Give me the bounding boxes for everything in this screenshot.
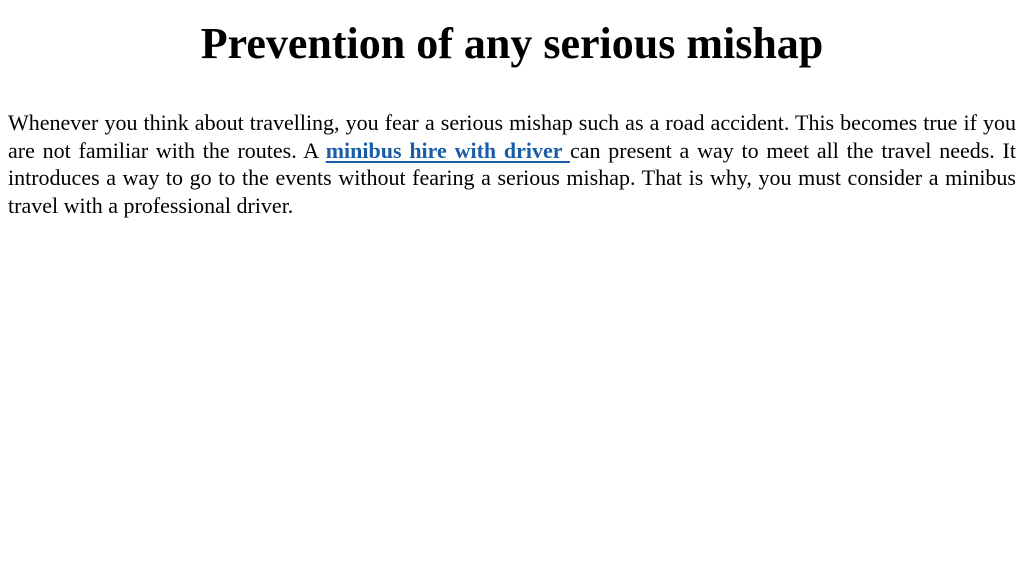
minibus-hire-link[interactable]: minibus hire with driver bbox=[325, 137, 570, 163]
paragraph-text-before-link: Whenever you think about travelling, you fear a serious mishap such as a road accident. This becomes true if you are not familiar with the routes. A bbox=[8, 110, 1016, 163]
body-paragraph bbox=[8, 109, 1016, 219]
paragraph-text-after-link: can present a way to meet all the travel needs. It introduces a way to go to the events without fearing a serious mishap. That is why, you must consider a minibus travel with a professional driver. bbox=[8, 137, 1016, 218]
slide-title: Prevention of any serious mishap bbox=[200, 19, 824, 68]
